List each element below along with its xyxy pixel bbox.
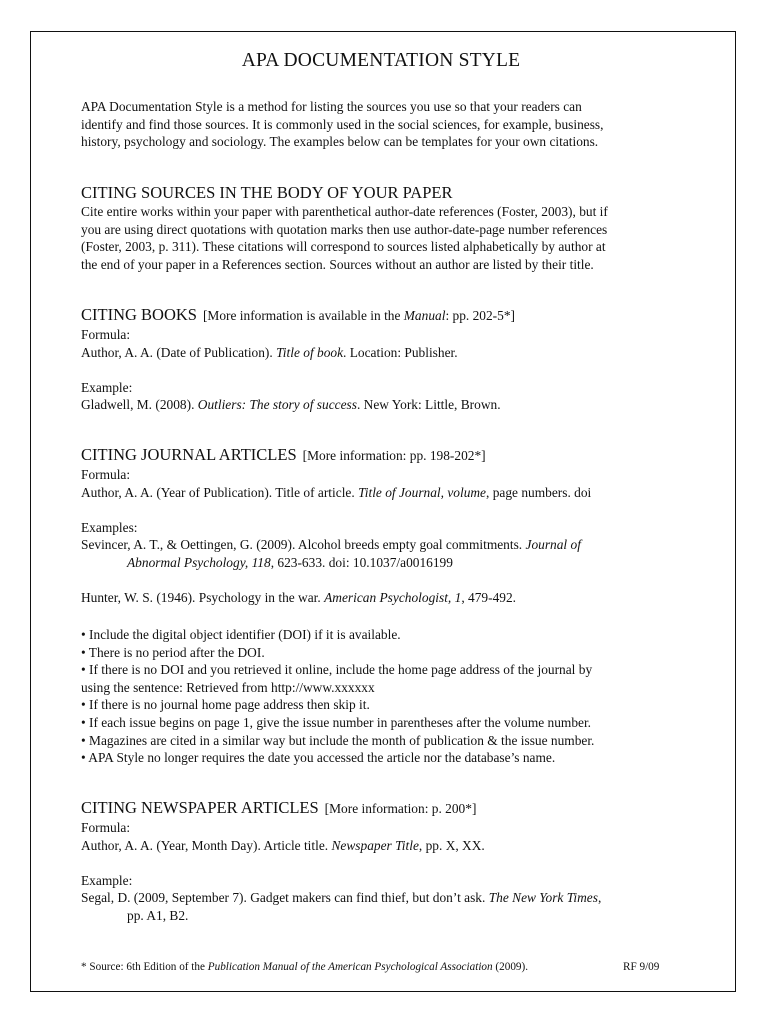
text: , 479-492. <box>461 590 517 606</box>
spacer <box>81 854 681 872</box>
intro-line: history, psychology and sociology. The examples below can be templates for your own citations. <box>81 134 599 150</box>
section-journals <box>81 445 681 607</box>
bullet-item: • There is no period after the DOI. <box>81 644 265 660</box>
text: , <box>597 890 602 906</box>
body-line: the end of your paper in a References section. Sources without an author are listed by their title. <box>81 256 594 272</box>
text: Author, A. A. (Date of Publication). <box>81 344 277 360</box>
spacer <box>81 501 681 519</box>
formula-line <box>81 344 681 362</box>
italic-text: Title of Journal, volume <box>358 484 487 500</box>
bullet-item: • APA Style no longer requires the date you accessed the article nor the database’s name. <box>81 750 556 766</box>
revision-code: RF 9/09 <box>623 961 660 973</box>
bullet-item: • Magazines are cited in a similar way but include the month of publication & the issue number. <box>81 732 595 748</box>
body-line: you are using direct quotations with quotation marks then use author-date-page number references <box>81 221 608 237</box>
italic-text: Journal of <box>525 537 581 553</box>
text: Segal, D. (2009, September 7). Gadget makers can find thief, but don’t ask. <box>81 890 489 906</box>
text: . Location: Publisher. <box>343 344 458 360</box>
example-line <box>81 536 681 554</box>
example-line <box>81 589 681 607</box>
note-italic: Manual <box>403 308 446 323</box>
bullet-item: • If there is no journal home page address then skip it. <box>81 697 370 713</box>
example-label: Example: <box>81 872 133 888</box>
text: , pp. X, XX. <box>418 837 485 853</box>
example-label: Example: <box>81 379 133 395</box>
section-heading <box>81 445 681 466</box>
italic-text: American Psychologist, 1 <box>324 590 462 606</box>
section-books <box>81 305 681 414</box>
text: Gladwell, M. (2008). <box>81 397 198 413</box>
note-text: : pp. 202-5*] <box>445 308 515 323</box>
text: Author, A. A. (Year of Publication). Title of article. <box>81 484 359 500</box>
example-line <box>81 889 681 907</box>
section-heading <box>81 798 681 819</box>
journals-note: [More information: pp. 198-202*] <box>302 448 486 463</box>
italic-text: Newspaper Title <box>331 837 419 853</box>
spacer <box>81 361 681 379</box>
bullet-item: • If each issue begins on page 1, give the issue number in parentheses after the volume number. <box>81 714 592 730</box>
text: , page numbers. doi <box>486 484 592 500</box>
section-heading <box>81 305 681 326</box>
journals-heading-text: CITING JOURNAL ARTICLES <box>81 445 297 464</box>
note-text: [More information is available in the <box>202 308 404 323</box>
footer-note <box>81 961 681 973</box>
italic-text: Abnormal Psychology, 118 <box>127 554 271 570</box>
section-heading: CITING SOURCES IN THE BODY OF YOUR PAPER <box>81 183 453 202</box>
body-line: (Foster, 2003, p. 311). These citations will correspond to sources listed alphabetically by author at <box>81 239 606 255</box>
footer-text: (2009). <box>492 961 529 973</box>
text: Sevincer, A. T., & Oettingen, G. (2009). Alcohol breeds empty goal commitments. <box>81 537 526 553</box>
intro-line: identify and find those sources. It is commonly used in the social sciences, for example, business, <box>81 116 604 132</box>
italic-text: The New York Times <box>488 890 598 906</box>
page-title: APA DOCUMENTATION STYLE <box>241 50 521 71</box>
spacer <box>81 572 681 590</box>
journal-bullet-list <box>81 626 681 767</box>
example-line-continued: pp. A1, B2. <box>127 907 189 923</box>
formula-label: Formula: <box>81 327 131 342</box>
newspapers-note: [More information: p. 200*] <box>324 801 477 816</box>
text: , 623-633. doi: 10.1037/a0016199 <box>270 554 453 570</box>
bullet-item-continued: using the sentence: Retrieved from http://www.xxxxxx <box>81 679 375 695</box>
books-heading-text: CITING BOOKS <box>81 305 197 324</box>
italic-text: Title of book <box>276 344 344 360</box>
section-body-citations <box>81 183 681 273</box>
example-line-continued <box>81 554 681 572</box>
bullet-item: • Include the digital object identifier (DOI) if it is available. <box>81 627 401 642</box>
footer-text: * Source: 6th Edition of the <box>81 961 208 973</box>
text: . New York: Little, Brown. <box>356 397 501 413</box>
body-line: Cite entire works within your paper with parenthetical author-date references (Foster, 2003), but if <box>81 204 608 219</box>
text: Hunter, W. S. (1946). Psychology in the war. <box>81 590 325 606</box>
newspapers-heading-text: CITING NEWSPAPER ARTICLES <box>81 798 319 817</box>
bullet-item: • If there is no DOI and you retrieved it online, include the home page address of the journal by <box>81 662 593 678</box>
section-newspapers <box>81 798 681 925</box>
formula-line <box>81 484 681 502</box>
intro-line: APA Documentation Style is a method for listing the sources you use so that your readers can <box>81 99 582 114</box>
formula-line <box>81 837 681 855</box>
intro-paragraph <box>81 98 681 151</box>
example-line <box>81 396 681 414</box>
formula-label: Formula: <box>81 820 131 835</box>
italic-text: Outliers: The story of success <box>197 397 357 413</box>
formula-label: Formula: <box>81 467 131 482</box>
footer-italic: Publication Manual of the American Psychological Association <box>207 961 493 973</box>
text: Author, A. A. (Year, Month Day). Article title. <box>81 837 332 853</box>
examples-label: Examples: <box>81 519 138 535</box>
books-note <box>203 308 515 323</box>
